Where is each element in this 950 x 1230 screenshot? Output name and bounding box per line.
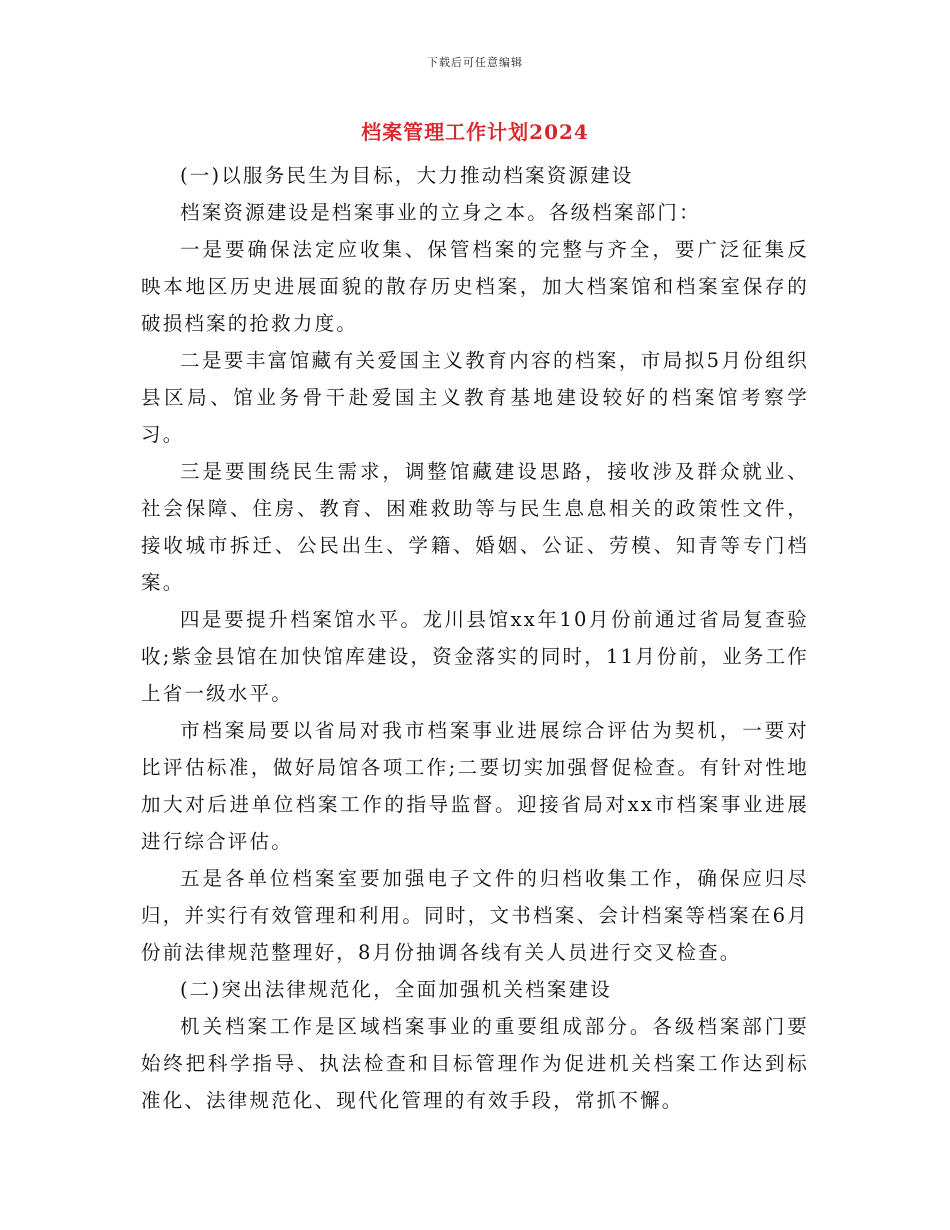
paragraph: 档案资源建设是档案事业的立身之本。各级档案部门： — [180, 201, 701, 224]
paragraph: 二是要丰富馆藏有关爱国主义教育内容的档案，市局拟5月份组织县区局、馆业务骨干赴爱国主义教育基地建设较好的档案馆考察学习。 — [141, 349, 809, 446]
header-note: 下载后可任意编辑 — [427, 56, 523, 69]
document-title: 档案管理工作计划2024 — [361, 120, 589, 144]
paragraph: 三是要围绕民生需求，调整馆藏建设思路，接收涉及群众就业、社会保障、住房、教育、困难救助等与民生息息相关的政策性文件，接收城市拆迁、公民出生、学籍、婚姻、公证、劳模、知青等专门档案。 — [141, 460, 809, 594]
paragraph: 市档案局要以省局对我市档案事业进展综合评估为契机，一要对比评估标准，做好局馆各项工作;二要切实加强督促检查。有针对性地加大对后进单位档案工作的指导监督。迎接省局对xx市档案事业进展进行综合评估。 — [141, 719, 809, 853]
paragraph: 一是要确保法定应收集、保管档案的完整与齐全，要广泛征集反映本地区历史进展面貌的散存历史档案，加大档案馆和档案室保存的破损档案的抢救力度。 — [141, 238, 809, 335]
section-heading-2: (二)突出法律规范化，全面加强机关档案建设 — [180, 978, 612, 1001]
section-heading-1: (一)以服务民生为目标，大力推动档案资源建设 — [180, 164, 634, 187]
paragraph: 五是各单位档案室要加强电子文件的归档收集工作，确保应归尽归，并实行有效管理和利用。同时，文书档案、会计档案等档案在6月份前法律规范整理好，8月份抽调各线有关人员进行交叉检查。 — [141, 867, 809, 964]
paragraph: 机关档案工作是区域档案事业的重要组成部分。各级档案部门要始终把科学指导、执法检查和目标管理作为促进机关档案工作达到标准化、法律规范化、现代化管理的有效手段，常抓不懈。 — [141, 1015, 809, 1112]
document-body — [141, 157, 809, 1119]
paragraph: 四是要提升档案馆水平。龙川县馆xx年10月份前通过省局复查验收;紫金县馆在加快馆库建设，资金落实的同时，11月份前，业务工作上省一级水平。 — [141, 608, 809, 705]
